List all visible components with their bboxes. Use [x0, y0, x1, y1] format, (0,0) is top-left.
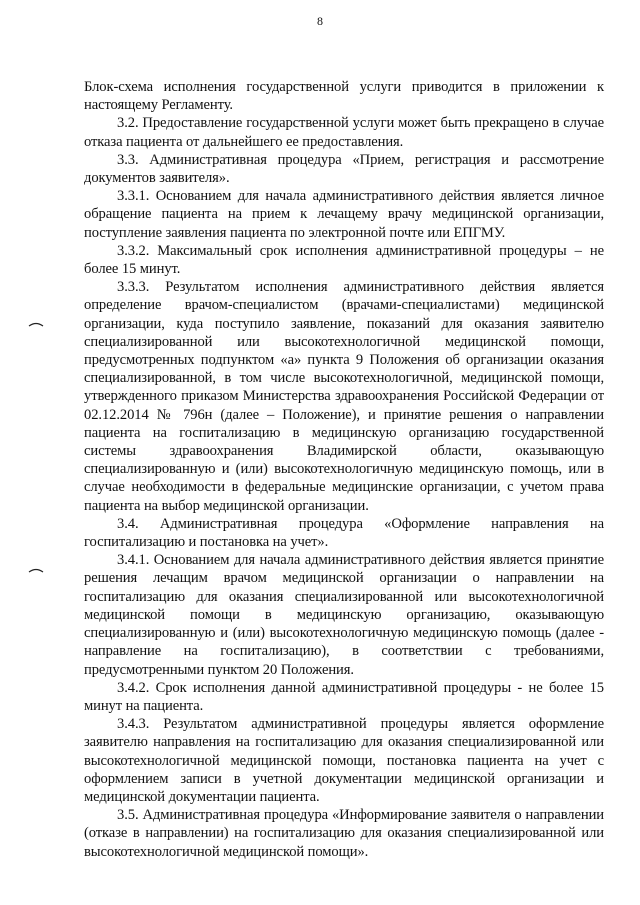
paragraph: 3.3.2. Максимальный срок исполнения административной процедуры – не более 15 минут.	[84, 242, 604, 278]
page-number: 8	[317, 14, 323, 28]
margin-mark	[28, 320, 44, 328]
paragraph: 3.5. Административная процедура «Информирование заявителя о направлении (отказе в направлении) на госпитализацию для оказания специализированной или высокотехнологичной медицинской помощи».	[84, 807, 604, 860]
paragraph: 3.3.1. Основанием для начала административного действия является личное обращение пациента на прием к лечащему врачу медицинской организации, поступление заявления пациента по электронной почте или ЕПГМУ.	[84, 188, 604, 241]
paragraph: 3.4. Административная процедура «Оформление направления на госпитализацию и постановка на учет».	[84, 515, 604, 551]
paragraph: 3.4.2. Срок исполнения данной административной процедуры - не более 15 минут на пациента.	[84, 679, 604, 714]
paragraph: 3.4.3. Результатом административной процедуры является оформление заявителю направления на госпитализацию для оказания специализированной или высокотехнологичной медицинской помощи, постановка пациента на учет с оформлением записи в учетной документации медицинской организации и медицинской документации пациента.	[84, 716, 604, 805]
paragraph: 3.3.3. Результатом исполнения административного действия является определение врачом-специалистом (врачами-специалистами) медицинской организации, куда поступило заявление, показаний для оказания заявителю специализированной или высокотехнологичной медицинской помощи, предусмотренных подпунктом «а» пункта 9 Положения об организации оказания специализированной, в том числе высокотехнологичной, медицинской помощи, утвержденного приказом Министерства здравоохранения Российской Федерации от 02.12.2014 № 796н (далее – Положение), и принятие решения о направлении пациента на госпитализацию в медицинскую организацию государственной системы здравоохранения Владимирской области, оказывающую специализированную и (или) высокотехнологичную медицинскую помощь, или в случае необходимости в федеральные медицинские организации, с учетом права пациента на выбор медицинской организации.	[84, 279, 604, 514]
paragraph: 3.2. Предоставление государственной услуги может быть прекращено в случае отказа пациента от дальнейшего ее предоставления.	[84, 115, 604, 150]
paragraph: 3.4.1. Основанием для начала административного действия является принятие решения лечащим врачом медицинской организации о направлении на госпитализацию для оказания специализированной или высокотехнологичной медицинской помощи в медицинскую организацию, оказывающую специализированную и (или) высокотехнологичную медицинскую помощь (далее - направление на госпитализацию), в соответствии с требованиями, предусмотренными пунктом 20 Положения.	[84, 552, 604, 678]
margin-mark	[28, 566, 44, 574]
paragraph: 3.3. Административная процедура «Прием, регистрация и рассмотрение документов заявителя».	[84, 151, 604, 187]
document-body	[84, 78, 604, 861]
paragraph: Блок-схема исполнения государственной услуги приводится в приложении к настоящему Регламенту.	[84, 79, 604, 114]
